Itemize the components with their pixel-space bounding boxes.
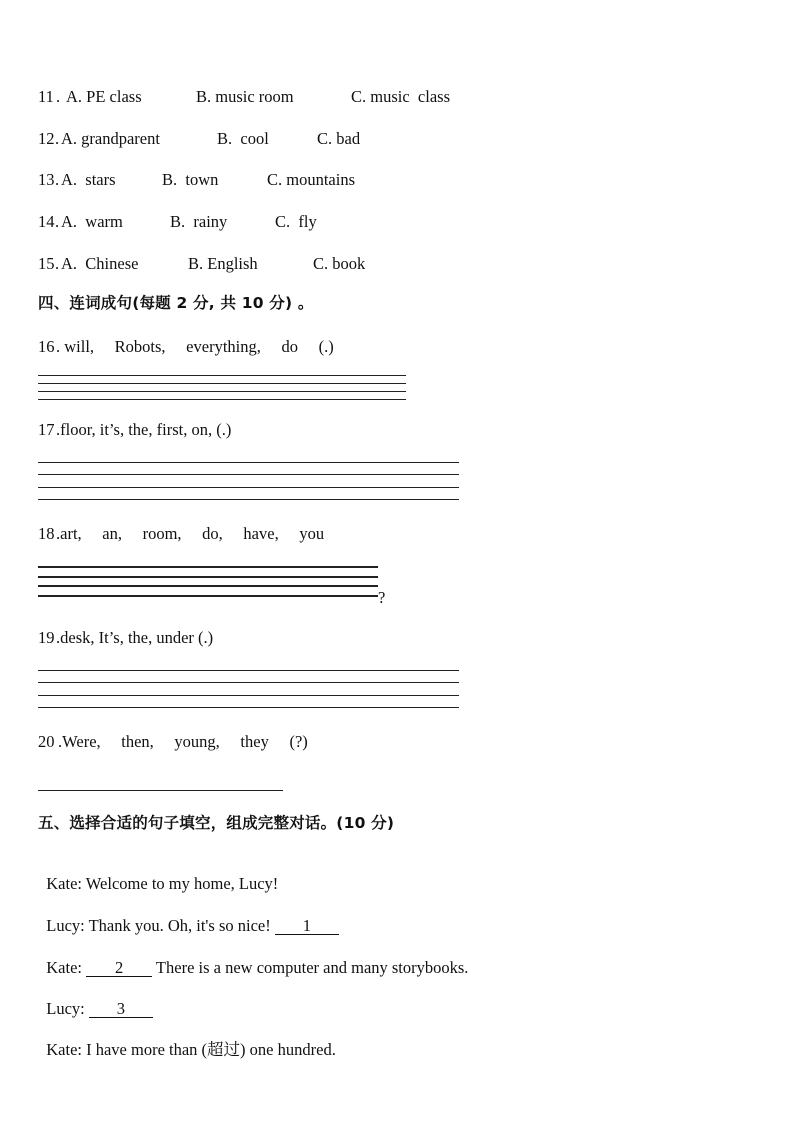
- option-b: B. town: [162, 170, 219, 189]
- dialogue-text: Kate:: [46, 957, 87, 977]
- answer-blank-2[interactable]: 2: [86, 959, 152, 977]
- answer-blank-1[interactable]: 1: [275, 917, 339, 935]
- option-b: B. cool: [217, 129, 269, 148]
- dialogue-line-4: [38, 983, 153, 1018]
- question-number: 15: [38, 254, 55, 273]
- scrambled-words: .floor, it’s, the, first, on, (.): [56, 420, 232, 439]
- option-c: C. book: [313, 254, 366, 273]
- question-number: 16: [38, 337, 55, 356]
- end-punctuation: ?: [378, 588, 386, 607]
- option-a: A. warm: [61, 212, 123, 231]
- scrambled-words: .desk, It’s, the, under (.): [56, 628, 214, 647]
- section-4-heading: 四、连词成句(每题 2 分, 共 10 分) 。: [38, 294, 314, 312]
- option-c: C. mountains: [267, 170, 356, 189]
- question-number: 12: [38, 129, 55, 148]
- dialogue-text: Kate: Welcome to my home, Lucy!: [46, 873, 279, 893]
- scrambled-words: .Were, then, young, they (?): [58, 732, 308, 751]
- dialogue-text: Lucy:: [46, 998, 89, 1018]
- option-c: C. fly: [275, 212, 317, 231]
- dialogue-line-3: [38, 942, 468, 977]
- question-number: 17: [38, 420, 55, 439]
- option-a: A. Chinese: [61, 254, 139, 273]
- dialogue-text: Kate: I have more than (超过) one hundred.: [46, 1039, 336, 1059]
- dialogue-line-2: [38, 900, 339, 935]
- dialogue-text: Lucy: Thank you. Oh, it's so nice!: [46, 915, 275, 935]
- question-number: 19: [38, 628, 55, 647]
- dialogue-line-5: [38, 1025, 336, 1058]
- option-a: A. PE class: [66, 87, 142, 106]
- question-number: 14: [38, 212, 55, 231]
- option-a: A. grandparent: [61, 129, 160, 148]
- option-c: C. music class: [351, 87, 450, 106]
- option-b: B. rainy: [170, 212, 228, 231]
- question-number: 13: [38, 170, 55, 189]
- question-separator: .: [55, 170, 60, 189]
- question-separator: .: [55, 129, 60, 148]
- option-a: A. stars: [61, 170, 116, 189]
- question-separator: .: [55, 212, 60, 231]
- scrambled-words: .art, an, room, do, have, you: [56, 524, 325, 543]
- scrambled-words: . will, Robots, everything, do (.): [56, 337, 334, 356]
- dialogue-line-1: [38, 859, 278, 892]
- option-c: C. bad: [317, 129, 361, 148]
- option-b: B. English: [188, 254, 258, 273]
- question-separator: .: [55, 254, 60, 273]
- question-separator: .: [56, 87, 65, 106]
- answer-blank-3[interactable]: 3: [89, 1000, 153, 1018]
- question-number: 11: [38, 87, 54, 106]
- section-5-heading: 五、选择合适的句子填空，组成完整对话。(10 分): [38, 814, 395, 832]
- question-number: 18: [38, 524, 55, 543]
- option-b: B. music room: [196, 87, 294, 106]
- question-number: 20: [38, 732, 55, 751]
- dialogue-text-after: There is a new computer and many storybooks.: [152, 957, 469, 977]
